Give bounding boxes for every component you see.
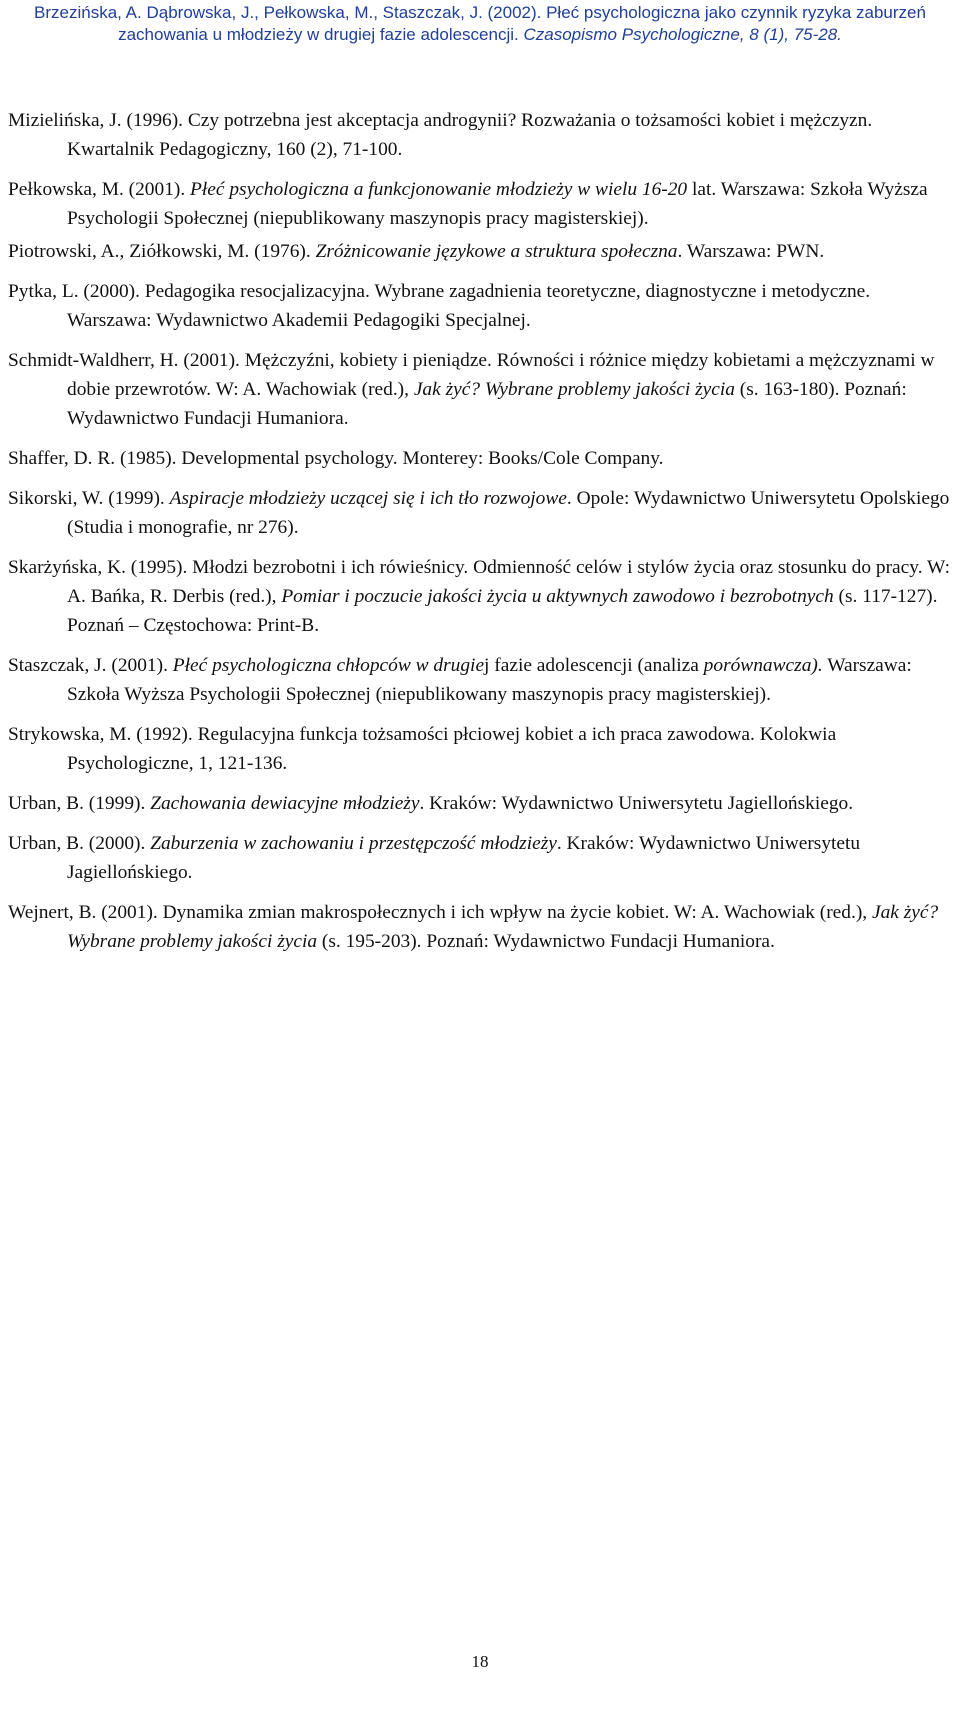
reference-text: . Kraków: Wydawnictwo Uniwersytetu Jagiellońskiego. — [67, 833, 861, 883]
reference-entry — [8, 829, 953, 887]
header-line-2-text: zachowania u młodzieży w drugiej fazie adolescencji. — [118, 25, 524, 44]
reference-text: Staszczak, J. (2001). — [8, 655, 173, 676]
reference-italic-text: Zaburzenia w zachowaniu i przestępczość młodzieży — [150, 833, 557, 854]
header-line-2 — [0, 24, 960, 46]
reference-text: Urban, B. (1999). — [8, 793, 151, 814]
reference-text: (s. 195-203). Poznań: Wydawnictwo Fundacji Humaniora. — [317, 931, 775, 952]
reference-italic-text: porównawcza). — [703, 655, 823, 676]
reference-text: Strykowska, M. (1992). Regulacyjna funkcja tożsamości płciowej kobiet a ich praca zawodowa. Kolokwia Psychologiczne, 1, 121-136. — [8, 724, 837, 774]
reference-italic-text: Pomiar i poczucie jakości życia u aktywnych zawodowo i bezrobotnych — [281, 586, 834, 607]
reference-text: (s. 163-180). Poznań: Wydawnictwo Fundacji Humaniora. — [67, 379, 907, 429]
reference-text: Mizielińska, J. (1996). Czy potrzebna jest akceptacja androgynii? Rozważania o tożsamości kobiet i mężczyzn. Kwartalnik Pedagogiczny, 160 (2), 71-100. — [8, 110, 873, 160]
reference-text: j fazie adolescencji (analiza — [484, 655, 704, 676]
reference-text: . Opole: Wydawnictwo Uniwersytetu Opolskiego (Studia i monografie, nr 276). — [67, 488, 950, 538]
reference-entry — [8, 553, 953, 640]
reference-text: Schmidt-Waldherr, H. (2001). Mężczyźni, kobiety i pieniądze. Równości i różnice między kobietami a mężczyznami w dobie przewrotów. W: A. Wachowiak (red.), — [8, 350, 935, 400]
reference-italic-text: Zachowania dewiacyjne młodzieży — [150, 793, 420, 814]
reference-entry — [8, 106, 953, 164]
reference-text: Sikorski, W. (1999). — [8, 488, 170, 509]
reference-text: Pełkowska, M. (2001). — [8, 179, 191, 200]
reference-entry — [8, 237, 953, 266]
reference-entry — [8, 898, 953, 956]
reference-italic-text: Jak żyć? Wybrane problemy jakości życia — [67, 902, 939, 952]
reference-text: lat. Warszawa: Szkoła Wyższa Psychologii Społecznej (niepublikowany maszynopis pracy magisterskiej). — [67, 179, 928, 229]
running-header — [0, 2, 960, 46]
header-line-1: Brzezińska, A. Dąbrowska, J., Pełkowska, M., Staszczak, J. (2002). Płeć psychologiczna jako czynnik ryzyka zaburzeń — [34, 3, 926, 22]
reference-text: Warszawa: Szkoła Wyższa Psychologii Społecznej (niepublikowany maszynopis pracy magisterskiej). — [67, 655, 912, 705]
reference-entry — [8, 175, 953, 233]
reference-text: Urban, B. (2000). — [8, 833, 151, 854]
reference-entry — [8, 277, 953, 335]
reference-italic-text: Płeć psychologiczna a funkcjonowanie młodzieży w wielu 16-20 — [190, 179, 688, 200]
reference-italic-text: Płeć psychologiczna chłopców w drugie — [172, 655, 485, 676]
reference-text: Pytka, L. (2000). Pedagogika resocjalizacyjna. Wybrane zagadnienia teoretyczne, diagnostyczne i metodyczne. Warszawa: Wydawnictwo Akademii Pedagogiki Specjalnej. — [8, 281, 871, 331]
reference-text: Wejnert, B. (2001). Dynamika zmian makrospołecznych i ich wpływ na życie kobiet. W: A. Wachowiak (red.), — [8, 902, 872, 923]
reference-italic-text: Aspiracje młodzieży uczącej się i ich tło rozwojowe — [169, 488, 567, 509]
reference-italic-text: Zróżnicowanie językowe a struktura społeczna — [315, 241, 678, 262]
reference-text: Shaffer, D. R. (1985). Developmental psychology. Monterey: Books/Cole Company. — [8, 448, 664, 469]
reference-entry — [8, 444, 953, 473]
reference-text: . Kraków: Wydawnictwo Uniwersytetu Jagiellońskiego. — [419, 793, 854, 814]
reference-entry — [8, 346, 953, 433]
header-journal-citation: Czasopismo Psychologiczne, 8 (1), 75-28. — [523, 25, 842, 44]
reference-italic-text: Jak żyć? Wybrane problemy jakości życia — [413, 379, 735, 400]
reference-list — [8, 106, 953, 956]
reference-entry — [8, 651, 953, 709]
reference-entry — [8, 484, 953, 542]
page-number: 18 — [471, 1652, 489, 1671]
reference-text: Skarżyńska, K. (1995). Młodzi bezrobotni i ich rówieśnicy. Odmienność celów i stylów życia oraz stosunku do pracy. W: A. Bańka, R. Derbis (red.), — [8, 557, 951, 607]
reference-entry — [8, 720, 953, 778]
reference-text: Piotrowski, A., Ziółkowski, M. (1976). — [8, 241, 316, 262]
reference-entry — [8, 789, 953, 818]
reference-text: . Warszawa: PWN. — [677, 241, 825, 262]
reference-text: (s. 117-127). Poznań – Częstochowa: Print-B. — [67, 586, 938, 636]
